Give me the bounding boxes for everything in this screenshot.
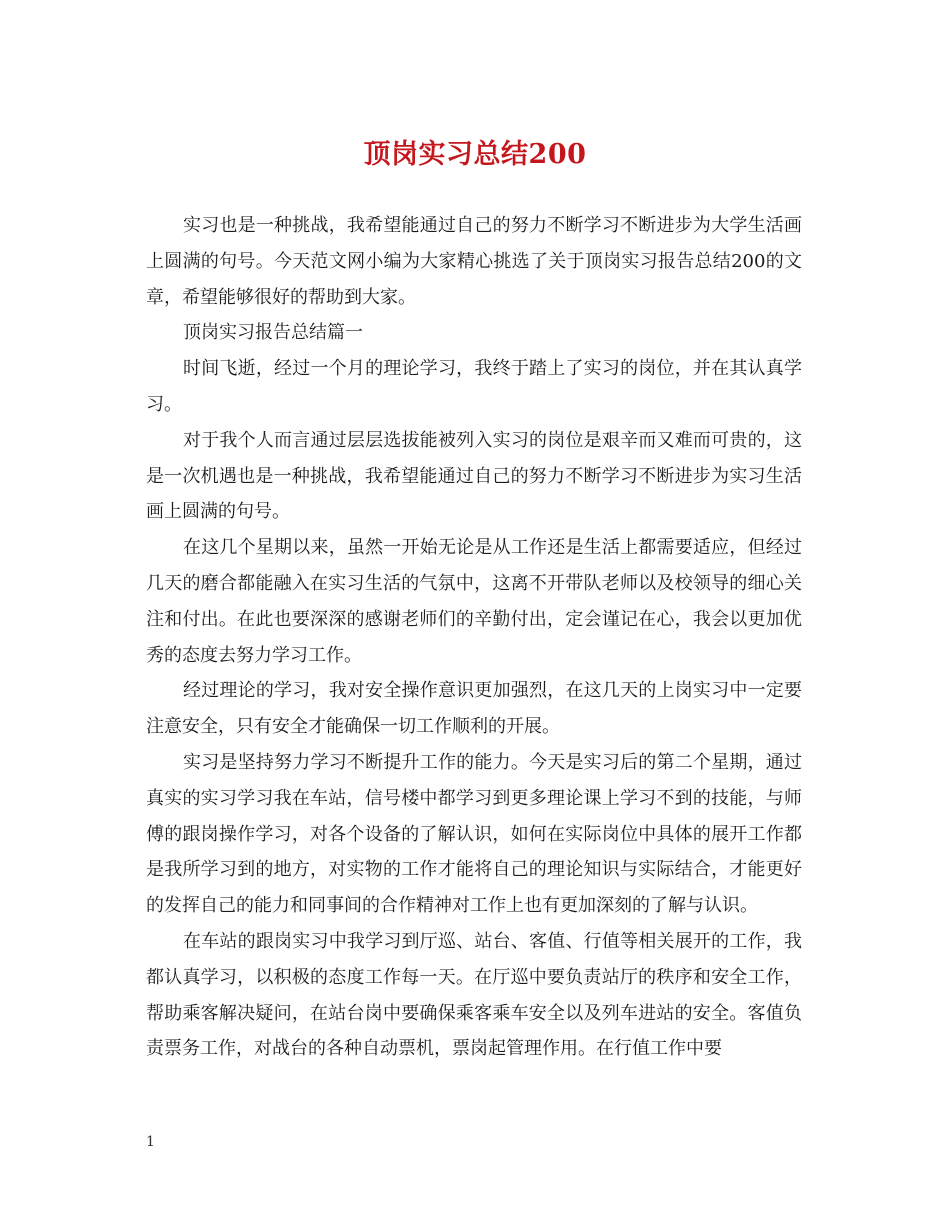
document-title: 顶岗实习总结200	[363, 139, 587, 170]
paragraph: 在这几个星期以来，虽然一开始无论是从工作还是生活上都需要适应，但经过几天的磨合都能融入在实习生活的气氛中，这离不开带队老师以及校领导的细心关注和付出。在此也要深深的感谢老师们的辛勤付出，定会谨记在心，我会以更加优秀的态度去努力学习工作。	[146, 537, 802, 666]
paragraph: 实习是坚持努力学习不断提升工作的能力。今天是实习后的第二个星期，通过真实的实习学习我在车站，信号楼中都学习到更多理论课上学习不到的技能，与师傅的跟岗操作学习，对各个设备的了解认识，如何在实际岗位中具体的展开工作都是我所学习到的地方，对实物的工作才能将自己的理论知识与实际结合，才能更好的发挥自己的能力和同事间的合作精神对工作上也有更加深刻的了解与认识。	[146, 751, 802, 917]
paragraph: 对于我个人而言通过层层选拔能被列入实习的岗位是艰辛而又难而可贵的，这是一次机遇也是一种挑战，我希望能通过自己的努力不断学习不断进步为实习生活画上圆满的句号。	[146, 429, 802, 523]
paragraph: 时间飞逝，经过一个月的理论学习，我终于踏上了实习的岗位，并在其认真学习。	[146, 358, 802, 415]
paragraph: 经过理论的学习，我对安全操作意识更加强烈，在这几天的上岗实习中一定要注意安全，只有安全才能确保一切工作顺利的开展。	[146, 680, 802, 738]
section-heading: 顶岗实习报告总结篇一	[183, 322, 363, 344]
paragraph: 在车站的跟岗实习中我学习到厅巡、站台、客值、行值等相关展开的工作，我都认真学习，以积极的态度工作每一天。在厅巡中要负责站厅的秩序和安全工作，帮助乘客解决疑问，在站台岗中要确保乘客乘车安全以及列车进站的安全。客值负责票务工作，对战台的各种自动票机，票岗起管理作用。在行值工作中要	[146, 930, 802, 1060]
page-number: 1	[146, 1134, 155, 1150]
document-body	[146, 208, 802, 1067]
paragraph-intro: 实习也是一种挑战，我希望能通过自己的努力不断学习不断进步为大学生活画上圆满的句号。今天范文网小编为大家精心挑选了关于顶岗实习报告总结200的文章，希望能够很好的帮助到大家。	[146, 215, 802, 308]
